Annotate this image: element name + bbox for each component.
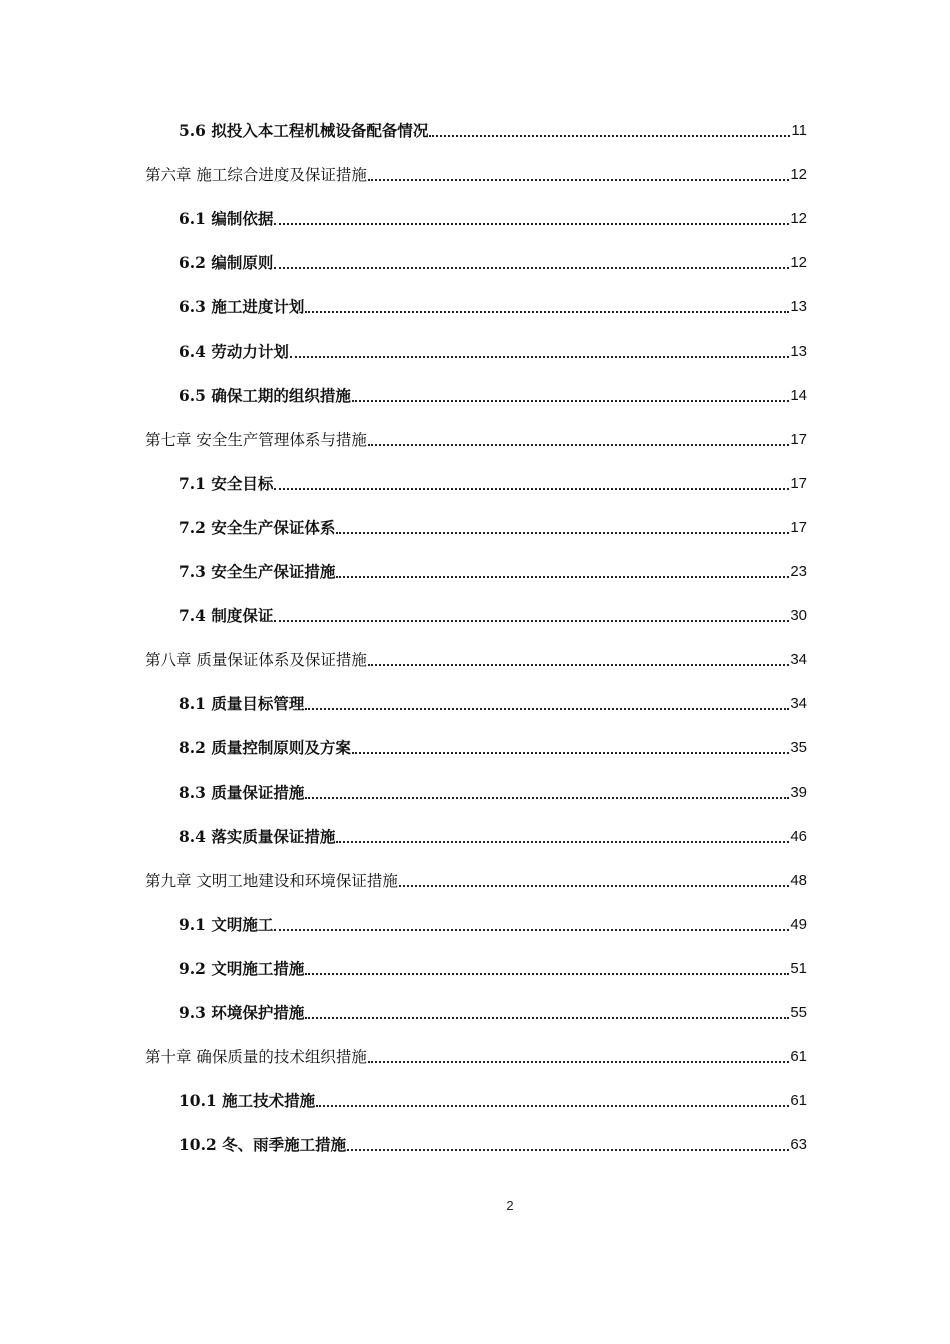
toc-entry-page: 17	[790, 430, 807, 448]
dot-leader	[368, 444, 789, 446]
toc-entry-label: 9.1 文明施工	[179, 914, 274, 934]
toc-entry-page: 48	[790, 871, 807, 889]
dot-leader	[290, 356, 789, 358]
toc-entry-page: 12	[790, 210, 807, 228]
toc-entry-label: 6.4 劳动力计划	[179, 341, 289, 361]
toc-entry-page: 23	[790, 563, 807, 581]
dot-leader	[305, 973, 789, 975]
dot-leader	[274, 620, 789, 622]
dot-leader	[352, 752, 789, 754]
toc-chapter[interactable]	[145, 1032, 807, 1076]
toc-entry[interactable]	[145, 282, 807, 326]
toc-entry-label: 9.2 文明施工措施	[179, 958, 305, 978]
dot-leader	[274, 488, 789, 490]
toc-entry-page: 61	[790, 1048, 807, 1066]
toc-entry-label: 8.3 质量保证措施	[179, 782, 305, 802]
toc-entry-label: 8.1 质量目标管理	[179, 694, 305, 714]
toc-entry-label: 5.6 拟投入本工程机械设备配备情况	[179, 121, 429, 141]
dot-leader	[336, 576, 789, 578]
dot-leader	[305, 1017, 789, 1019]
toc-entry-page: 12	[790, 254, 807, 272]
toc-entry-page: 13	[790, 298, 807, 316]
toc-entry-label: 7.1 安全目标	[179, 473, 274, 493]
toc-entry-page: 46	[790, 827, 807, 845]
dot-leader	[305, 311, 789, 313]
toc-entry-page: 14	[790, 386, 807, 404]
toc-entry-page: 12	[790, 166, 807, 184]
toc-entry[interactable]	[145, 767, 807, 811]
toc-entry-page: 35	[790, 739, 807, 757]
toc-entry[interactable]	[145, 944, 807, 988]
toc-chapter[interactable]	[145, 635, 807, 679]
toc-entry[interactable]	[145, 900, 807, 944]
toc-entry-page: 17	[790, 474, 807, 492]
dot-leader	[305, 797, 789, 799]
toc-entry-label: 第九章 文明工地建设和环境保证措施	[145, 871, 398, 890]
toc-entry[interactable]	[145, 1120, 807, 1164]
dot-leader	[368, 1061, 789, 1063]
toc-entry[interactable]	[145, 591, 807, 635]
dot-leader	[352, 400, 789, 402]
toc-entry-page: 39	[790, 783, 807, 801]
toc-entry[interactable]	[145, 238, 807, 282]
toc-entry[interactable]	[145, 194, 807, 238]
toc-entry-page: 17	[790, 518, 807, 536]
toc-entry-label: 6.3 施工进度计划	[179, 297, 305, 317]
toc-entry-page: 49	[790, 915, 807, 933]
dot-leader	[316, 1105, 789, 1107]
toc-entry-label: 9.3 环境保护措施	[179, 1002, 305, 1022]
dot-leader	[305, 708, 789, 710]
toc-entry-page: 34	[790, 695, 807, 713]
toc-chapter[interactable]	[145, 150, 807, 194]
toc-entry-page: 30	[790, 607, 807, 625]
toc-entry-label: 第十章 确保质量的技术组织措施	[145, 1048, 367, 1067]
toc-entry-label: 第七章 安全生产管理体系与措施	[145, 430, 367, 449]
toc-entry-label: 6.2 编制原则	[179, 253, 274, 273]
toc-entry-label: 第八章 质量保证体系及保证措施	[145, 651, 367, 670]
toc-entry-page: 63	[790, 1136, 807, 1154]
toc-entry[interactable]	[145, 326, 807, 370]
table-of-contents	[145, 106, 807, 1164]
dot-leader	[274, 929, 789, 931]
page-number: 2	[506, 1198, 514, 1213]
toc-entry[interactable]	[145, 547, 807, 591]
dot-leader	[274, 223, 789, 225]
toc-entry-label: 7.2 安全生产保证体系	[179, 517, 336, 537]
toc-entry[interactable]	[145, 812, 807, 856]
toc-entry-label: 6.1 编制依据	[179, 209, 274, 229]
toc-entry-label: 6.5 确保工期的组织措施	[179, 385, 351, 405]
toc-chapter[interactable]	[145, 856, 807, 900]
toc-entry-page: 11	[791, 122, 807, 140]
toc-entry[interactable]	[145, 459, 807, 503]
toc-entry[interactable]	[145, 723, 807, 767]
toc-entry[interactable]	[145, 988, 807, 1032]
toc-entry-label: 10.1 施工技术措施	[179, 1091, 316, 1111]
toc-entry-label: 8.2 质量控制原则及方案	[179, 738, 351, 758]
toc-entry[interactable]	[145, 679, 807, 723]
dot-leader	[336, 841, 789, 843]
dot-leader	[336, 532, 789, 534]
toc-entry-page: 13	[790, 342, 807, 360]
toc-entry-page: 34	[790, 651, 807, 669]
dot-leader	[368, 664, 789, 666]
toc-entry-page: 61	[790, 1092, 807, 1110]
toc-entry[interactable]	[145, 503, 807, 547]
toc-entry-page: 55	[790, 1003, 807, 1021]
toc-chapter[interactable]	[145, 415, 807, 459]
toc-entry-label: 第六章 施工综合进度及保证措施	[145, 166, 367, 185]
toc-entry-label: 8.4 落实质量保证措施	[179, 826, 336, 846]
dot-leader	[274, 267, 789, 269]
dot-leader	[429, 135, 790, 137]
dot-leader	[368, 179, 789, 181]
toc-entry-label: 7.3 安全生产保证措施	[179, 562, 336, 582]
dot-leader	[399, 885, 789, 887]
toc-entry-page: 51	[790, 959, 807, 977]
toc-entry[interactable]	[145, 1076, 807, 1120]
toc-entry-label: 7.4 制度保证	[179, 606, 274, 626]
toc-entry-label: 10.2 冬、雨季施工措施	[179, 1135, 347, 1155]
dot-leader	[347, 1149, 789, 1151]
toc-entry[interactable]	[145, 371, 807, 415]
toc-entry[interactable]	[145, 106, 807, 150]
